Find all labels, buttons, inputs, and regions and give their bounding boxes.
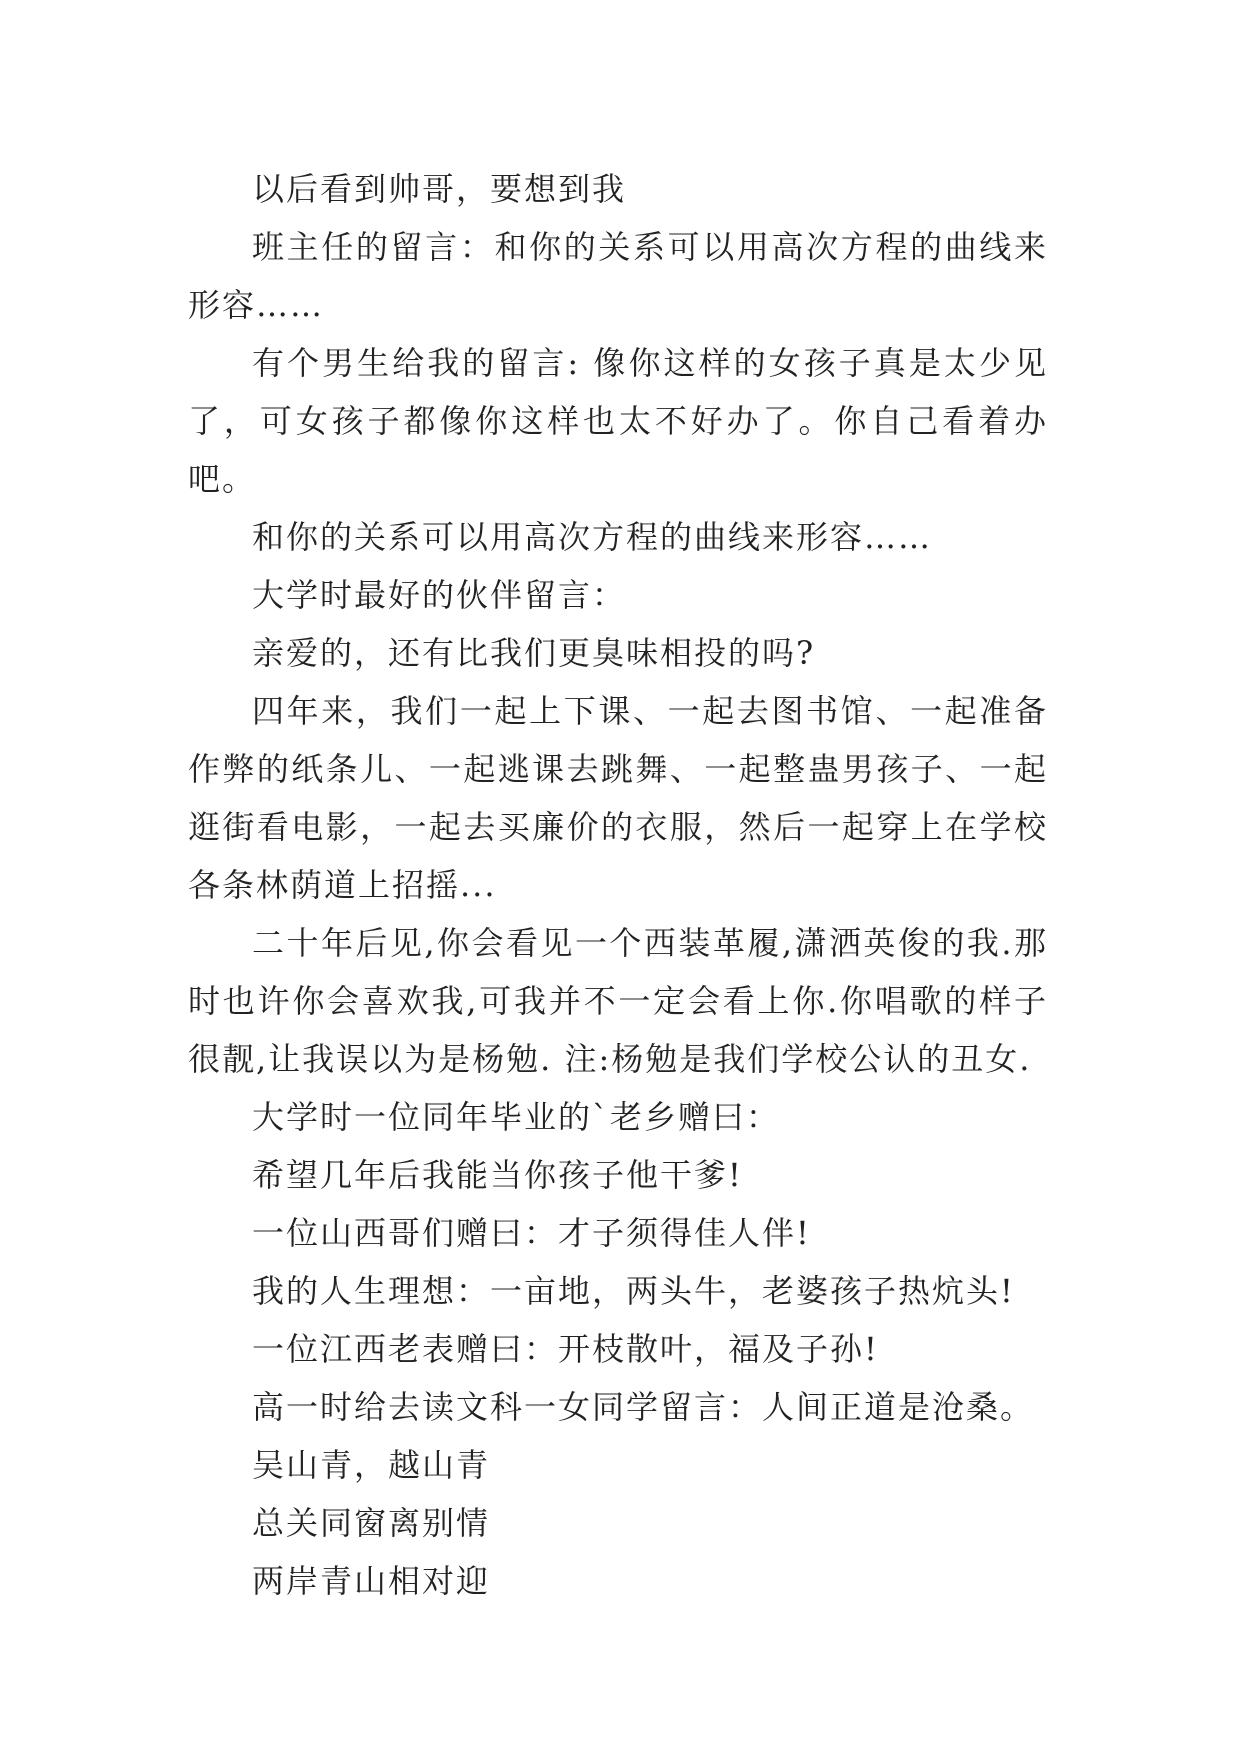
paragraph: 和你的关系可以用高次方程的曲线来形容…… [252,518,933,556]
paragraph: 总关同窗离别情 [252,1504,491,1542]
paragraph: 吴山青，越山青 [252,1446,491,1484]
paragraph: 一位江西老表赠曰：开枝散叶，福及子孙! [252,1330,879,1368]
paragraph: 二十年后见,你会看见一个西装革履,潇洒英俊的我.那时也许你会喜欢我,可我并不一定会看上你.你唱歌的样子很靓,让我误以为是杨勉. 注:杨勉是我们学校公认的丑女. [188,924,1048,1078]
paragraph: 四年来，我们一起上下课、一起去图书馆、一起准备作弊的纸条儿、一起逃课去跳舞、一起整蛊男孩子、一起逛街看电影，一起去买廉价的衣服，然后一起穿上在学校各条林荫道上招摇... [188,692,1048,904]
paragraph: 亲爱的，还有比我们更臭味相投的吗? [252,634,816,672]
paragraph: 有个男生给我的留言: 像你这样的女孩子真是太少见了，可女孩子都像你这样也太不好办了。你自己看着办吧。 [188,344,1048,498]
paragraph: 我的人生理想：一亩地，两头牛，老婆孩子热炕头! [252,1272,1015,1310]
paragraph: 大学时一位同年毕业的`老乡赠曰： [252,1098,781,1136]
paragraph: 大学时最好的伙伴留言： [252,576,627,614]
paragraph: 以后看到帅哥，要想到我 [252,170,627,208]
paragraph: 一位山西哥们赠曰：才子须得佳人伴! [252,1214,811,1252]
paragraph: 班主任的留言：和你的关系可以用高次方程的曲线来形容…… [188,228,1048,324]
paragraph: 希望几年后我能当你孩子他干爹! [252,1156,743,1194]
paragraph: 高一时给去读文科一女同学留言：人间正道是沧桑。 [252,1388,1035,1426]
document-body [188,160,1048,1610]
paragraph: 两岸青山相对迎 [252,1562,491,1600]
